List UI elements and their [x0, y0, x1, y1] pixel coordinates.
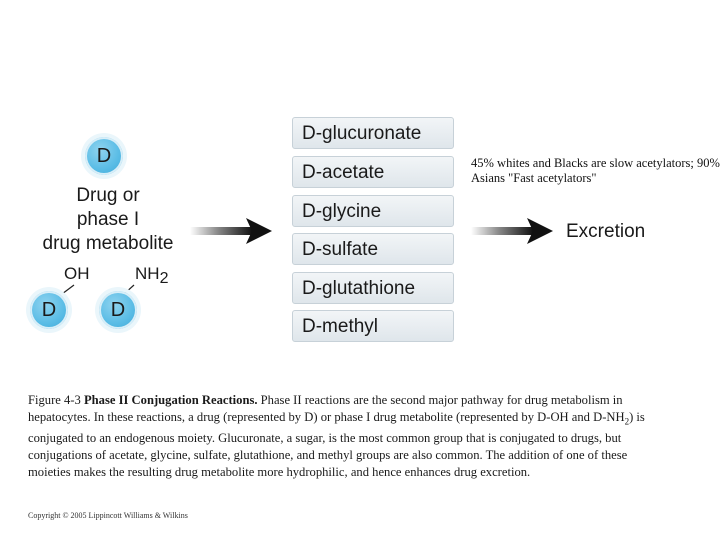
drug-label-line-2: phase I [76, 209, 140, 230]
conjugate-glucuronate: D-glucuronate [292, 117, 454, 149]
figure-caption [28, 392, 668, 481]
acetylator-note: 45% whites and Blacks are slow acetylators; 90% Asians "Fast acetylators" [471, 156, 720, 185]
drug-circle-nh2: D [99, 291, 137, 329]
drug-label-line-3: drug metabolite [42, 233, 174, 254]
caption-title: Phase II Conjugation Reactions. [83, 393, 258, 407]
conjugate-glutathione: D-glutathione [292, 272, 454, 304]
conjugate-glycine: D-glycine [292, 195, 454, 227]
drug-label-line-1: Drug or [76, 185, 140, 206]
caption-text-1: Phase II reactions are the second major pathway for drug metabolism in hepatocytes. In these reactions, a drug (represented by D) or phase I drug metabolite (represented by D-OH and D-NH [28, 393, 625, 424]
excretion-label: Excretion [566, 221, 646, 242]
drug-circle-top: D [85, 137, 123, 175]
caption-subscript: 2 [624, 416, 630, 427]
drug-circle-oh: D [30, 291, 68, 329]
conjugate-acetate: D-acetate [292, 156, 454, 188]
copyright-notice: Copyright © 2005 Lippincott Williams & Wilkins [28, 511, 188, 520]
nh2-base: NH [135, 264, 160, 283]
caption-text-2: ) is conjugated to an endogenous moiety. Glucuronate, a sugar, is the most common group that is conjugated to drugs, but conjugations of acetate, glycine, sulfate, glutathione, and methyl groups are also common. The addition of one of these moieties makes the resulting drug metabolite more hydrophilic, and hence enhances drug excretion. [28, 409, 645, 479]
conjugate-sulfate: D-sulfate [292, 233, 454, 265]
oh-bond [62, 285, 74, 294]
arrow-to-excretion [471, 216, 555, 246]
oh-group-label: OH [64, 264, 90, 283]
conjugate-methyl: D-methyl [292, 310, 454, 342]
caption-prefix: Figure 4-3 [28, 393, 84, 407]
nh2-subscript: 2 [159, 270, 169, 287]
arrow-to-conjugates [190, 216, 274, 246]
